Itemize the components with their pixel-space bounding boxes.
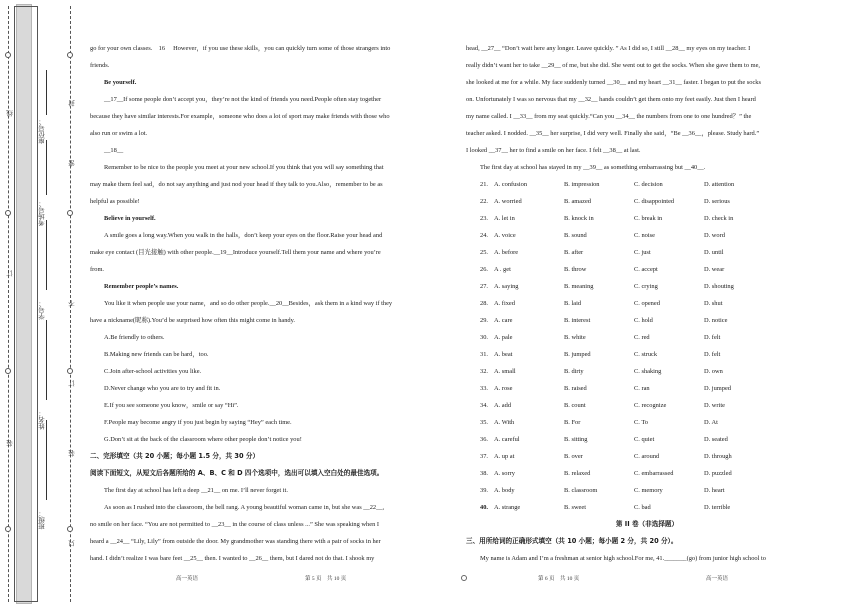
passage-line: from. [90,266,105,273]
choice-c[interactable]: C. hold [634,317,653,324]
choice-c[interactable]: C. embarrassed [634,470,674,477]
passage-line: __17__If some people don’t accept you，they’re not the kind of friends you need.People often stay together [104,96,382,103]
page-6-column [466,40,828,567]
choice-a[interactable]: A. sorry [494,470,515,477]
exam-room-field-label: 考场号： [39,200,46,226]
choice-b[interactable]: B. after [564,249,584,256]
choice-b[interactable]: B. For [564,419,581,426]
cloze-options-list [466,176,828,516]
option-row-27 [466,278,828,295]
binding-hole-icon [67,210,73,216]
choice-c[interactable]: C. memory [634,487,663,494]
choice-b[interactable]: B. over [564,453,583,460]
choice-c[interactable]: C. around [634,453,660,460]
question-number: 33. [480,385,488,392]
option-row-23 [466,210,828,227]
section-heading: Be yourself. [104,79,137,86]
question-number: 21. [480,181,488,188]
choice-a[interactable]: A. pale [494,334,513,341]
choice-a[interactable]: A. beat [494,351,513,358]
question-number: 35. [480,419,488,426]
answer-option: D.Never change who you are to try and fit in. [104,385,221,392]
question-number: 28. [480,300,488,307]
choice-c[interactable]: C. bad [634,504,651,511]
choice-a[interactable]: A. fixed [494,300,515,307]
choice-b[interactable]: B. amazed [564,198,591,205]
option-row-33 [466,380,828,397]
option-row-24 [466,227,828,244]
bind-word-outer: 订 [7,270,14,277]
answer-option: B.Making new friends can be hard，too. [104,351,209,358]
option-row-40 [466,499,828,516]
name-field-label: 姓名： [39,410,46,430]
binding-hole-icon [67,368,73,374]
choice-d[interactable]: D. through [704,453,732,460]
question-number: 31. [480,351,488,358]
bind-word-inner: 只 [69,540,76,547]
choice-c[interactable]: C. accept [634,266,658,273]
answer-option: E.If you see someone you know，smile or say “Hi”. [104,402,239,409]
question-number: 23. [480,215,488,222]
choice-b[interactable]: B. sitting [564,436,588,443]
choice-b[interactable]: B. sound [564,232,587,239]
student-number-field-line[interactable] [46,220,47,290]
answer-option: A.Be friendly to others. [104,334,165,341]
choice-b[interactable]: B. relaxed [564,470,591,477]
choice-b[interactable]: B. interest [564,317,591,324]
choice-d[interactable]: D. felt [704,351,721,358]
page-5-column [90,40,452,567]
passage-line: You like it when people use your name，and so do other people.__20__Besides，ask them in a kind way if they [104,300,393,307]
choice-b[interactable]: B. impression [564,181,600,188]
part-2-title: 第 II 卷（非选择题） [615,520,679,528]
footer-page-left: 第 5 页 共 10 页 [305,576,347,582]
binding-hole-icon [5,368,11,374]
passage-line: also run or swim a lot. [90,130,148,137]
choice-a[interactable]: A . get [494,266,511,273]
question-number: 32. [480,368,488,375]
choice-c[interactable]: C. shaking [634,368,662,375]
passage-line: The first day at school has left a deep __21__ on me. I’ll never forget it. [104,487,288,494]
blank-18: __18__ [104,147,124,154]
question-number: 24. [480,232,488,239]
binding-hole-icon [67,526,73,532]
choice-c[interactable]: C. crying [634,283,658,290]
question-number: 40. [480,504,488,511]
choice-c[interactable]: C. red [634,334,650,341]
option-row-32 [466,363,828,380]
choice-b[interactable]: B. laid [564,300,582,307]
choice-b[interactable]: B. throw [564,266,587,273]
choice-a[interactable]: A. careful [494,436,520,443]
option-row-31 [466,346,828,363]
choice-d[interactable]: D. wear [704,266,725,273]
choice-a[interactable]: A. voice [494,232,516,239]
choice-c[interactable]: C. noise [634,232,655,239]
choice-d[interactable]: D. At [704,419,718,426]
passage-line: my name called. I __33__ from my seat quickly.“Can you __34__ the numbers from one to one hundred？” the [466,113,752,120]
passage-line: have a nickname(昵称).You’d be surprised how often this might come in handy. [90,317,295,324]
question-number: 30. [480,334,488,341]
passage-line: The first day at school has stayed in my __39__ as something embarrassing but __40__. [480,164,706,171]
choice-b[interactable]: B. count [564,402,586,409]
passage-line: go for your own classes. 16 However，if you use these skills，you can quickly turn some of those strangers into [90,45,391,52]
choice-d[interactable]: D. attention [704,181,735,188]
question-number: 38. [480,470,488,477]
passage-line: on. Unfortunately I was so nervous that my __32__ hands couldn’t get them onto my feet easily. Just then I heard [466,96,756,103]
passage-line: I looked __37__ her to find a smile on her face. I felt __38__ at last. [466,147,641,154]
word-form-section-title: 三、用所给词的正确形式填空（共 10 小题；每小题 2 分，共 20 分）。 [466,537,678,545]
choice-c[interactable]: C. quiet [634,436,655,443]
passage-line: friends. [90,62,110,69]
choice-c[interactable]: C. break in [634,215,663,222]
binding-hole-icon [5,52,11,58]
passage-line: teacher asked. I nodded. __35__ her surprise, I did very well. Finally she said，“Be __36__，please. Study hard.” [466,130,760,137]
name-field-line[interactable] [46,320,47,400]
option-row-21 [466,176,828,193]
choice-a[interactable]: A. body [494,487,515,494]
choice-a[interactable]: A. saying [494,283,519,290]
choice-c[interactable]: C. To [634,419,648,426]
binding-margin [0,0,82,608]
passage-line: As soon as I rushed into the classroom, the bell rang. A young beautiful woman came in, but she was __22__, [104,504,385,511]
choice-d[interactable]: D. own [704,368,723,375]
section-heading: Believe in yourself. [104,215,156,222]
choice-a[interactable]: A. confusion [494,181,528,188]
choice-d[interactable]: D. seated [704,436,728,443]
passage-line: A smile goes a long way.When you walk in the halls，don’t keep your eyes on the floor.Raise your head and [104,232,383,239]
binding-hole-icon [67,52,73,58]
choice-a[interactable]: A. add [494,402,512,409]
bind-word-inner: 装 [69,450,76,457]
choice-d[interactable]: D. shut [704,300,723,307]
student-info-box [14,6,38,602]
answer-option: C.Join after-school activities you like. [104,368,202,375]
passage-line: no smile on her face. “You are not permitted to __23__ in the course of class unless ...” She was speaking when I [90,521,379,528]
page-center-mark-icon [461,575,467,581]
passage-line: really didn’t want her to take __29__ of me, but she did. She went out to get the socks. When she gave them to me, [466,62,761,69]
option-row-38 [466,465,828,482]
choice-d[interactable]: D. check in [704,215,734,222]
bind-word-inner: 不 [69,300,76,307]
choice-d[interactable]: D. shouting [704,283,734,290]
passage-line: heard a __24__ “Lily, Lily” from outside the door. My grandmother was standing there with a pair of socks in her [90,538,381,545]
class-field-label: 班级： [39,510,46,530]
question-number: 34. [480,402,488,409]
choice-d[interactable]: D. notice [704,317,728,324]
bind-word-outer: 装 [7,440,14,447]
option-row-25 [466,244,828,261]
passage-line: hand. I didn’t realize I was bare feet __25__ then. I wanted to __26__ them, but I dared not do that. I shook my [90,555,375,562]
choice-c[interactable]: C. decision [634,181,663,188]
bind-word-inner: 封 [69,100,76,107]
choice-b[interactable]: B. white [564,334,586,341]
bind-word-inner: 订 [69,380,76,387]
choice-c[interactable]: C. opened [634,300,660,307]
question-number: 29. [480,317,488,324]
passage-line: head, __27__ “Don’t wait here any longer. Leave quickly. ” As I did so, I still __28__ my eyes on my teacher. I [466,45,751,52]
choice-b[interactable]: B. dirty [564,368,584,375]
choice-a[interactable]: A. rose [494,385,513,392]
choice-a[interactable]: A. before [494,249,519,256]
answer-option: F.People may become angry if you just begin by saying “Hey” each time. [104,419,292,426]
passage-line: My name is Adam and I’m a freshman at senior high school.For me, 41._______(go) from junior high school to [480,555,766,562]
choice-a[interactable]: A. strange [494,504,521,511]
question-number: 37. [480,453,488,460]
choice-d[interactable]: D. puzzled [704,470,732,477]
choice-d[interactable]: D. heart [704,487,725,494]
bind-word-outer: 线 [7,110,14,117]
choice-a[interactable]: A. With [494,419,515,426]
option-row-34 [466,397,828,414]
cloze-instructions: 阅读下面短文，从短文后各题所给的 A、B、C 和 D 四个选项中，选出可以填入空白处的最佳选项。 [90,469,384,477]
option-row-22 [466,193,828,210]
choice-c[interactable]: C. recognize [634,402,667,409]
choice-d[interactable]: D. until [704,249,724,256]
question-number: 39. [480,487,488,494]
choice-d[interactable]: D. word [704,232,725,239]
choice-a[interactable]: A. worried [494,198,522,205]
choice-a[interactable]: A. up at [494,453,515,460]
question-number: 36. [480,436,488,443]
option-row-29 [466,312,828,329]
binding-hole-icon [5,210,11,216]
cloze-section-title: 二、完形填空（共 20 小题；每小题 1.5 分，共 30 分） [90,452,260,460]
outer-cut-line [8,6,9,602]
choice-b[interactable]: B. jumped [564,351,591,358]
choice-b[interactable]: B. meaning [564,283,594,290]
passage-line: helpful as possible! [90,198,140,205]
option-row-37 [466,448,828,465]
seat-field-label: 座位号： [39,118,46,144]
question-number: 25. [480,249,488,256]
footer-subject-right: 高一英语 [706,576,729,582]
option-row-36 [466,431,828,448]
option-row-26 [466,261,828,278]
choice-c[interactable]: C. ran [634,385,650,392]
option-row-35 [466,414,828,431]
exam-room-field-line[interactable] [46,140,47,195]
question-number: 22. [480,198,488,205]
choice-a[interactable]: A. care [494,317,513,324]
choice-d[interactable]: D. write [704,402,725,409]
choice-c[interactable]: C. just [634,249,651,256]
choice-c[interactable]: C. struck [634,351,658,358]
choice-b[interactable]: B. raised [564,385,587,392]
passage-line: she looked at me for a while. My face suddenly turned __30__ and my heart __31__ faster. I began to put the socks [466,79,761,86]
choice-b[interactable]: B. classroom [564,487,598,494]
seat-field-line[interactable] [46,70,47,115]
option-row-30 [466,329,828,346]
footer-subject-left: 高一英语 [176,576,199,582]
question-number: 26. [480,266,488,273]
bind-word-inner: 密 [69,160,76,167]
choice-d[interactable]: D. jumped [704,385,731,392]
section-heading: Remember people’s names. [104,283,179,290]
choice-a[interactable]: A. let in [494,215,515,222]
choice-c[interactable]: C. disappointed [634,198,675,205]
footer-page-right: 第 6 页 共 10 页 [538,576,580,582]
question-number: 27. [480,283,488,290]
choice-d[interactable]: D. terrible [704,504,731,511]
passage-line: make eye contact (目光接触) with other people.__19__Introduce yourself.Tell them your name and where you’re [90,249,381,256]
passage-line: Remember to be nice to the people you meet at your new school.If you think that you will say something that [104,164,384,171]
choice-a[interactable]: A. small [494,368,516,375]
option-row-28 [466,295,828,312]
choice-d[interactable]: D. felt [704,334,721,341]
answer-option: G.Don’t sit at the back of the classroom where other people don’t notice you! [104,436,302,443]
choice-b[interactable]: B. sweet [564,504,587,511]
passage-line: because they have similar interests.For example，someone who does a lot of sport may make friends with those who [90,113,390,120]
binding-hole-icon [5,526,11,532]
choice-d[interactable]: D. serious [704,198,730,205]
student-number-field-label: 学号： [39,300,46,320]
option-row-39 [466,482,828,499]
choice-b[interactable]: B. knock in [564,215,594,222]
passage-line: may make them feel sad，do not say anything and just nod your head if they talk to you.Also，remember to be as [90,181,383,188]
class-field-line[interactable] [46,420,47,500]
